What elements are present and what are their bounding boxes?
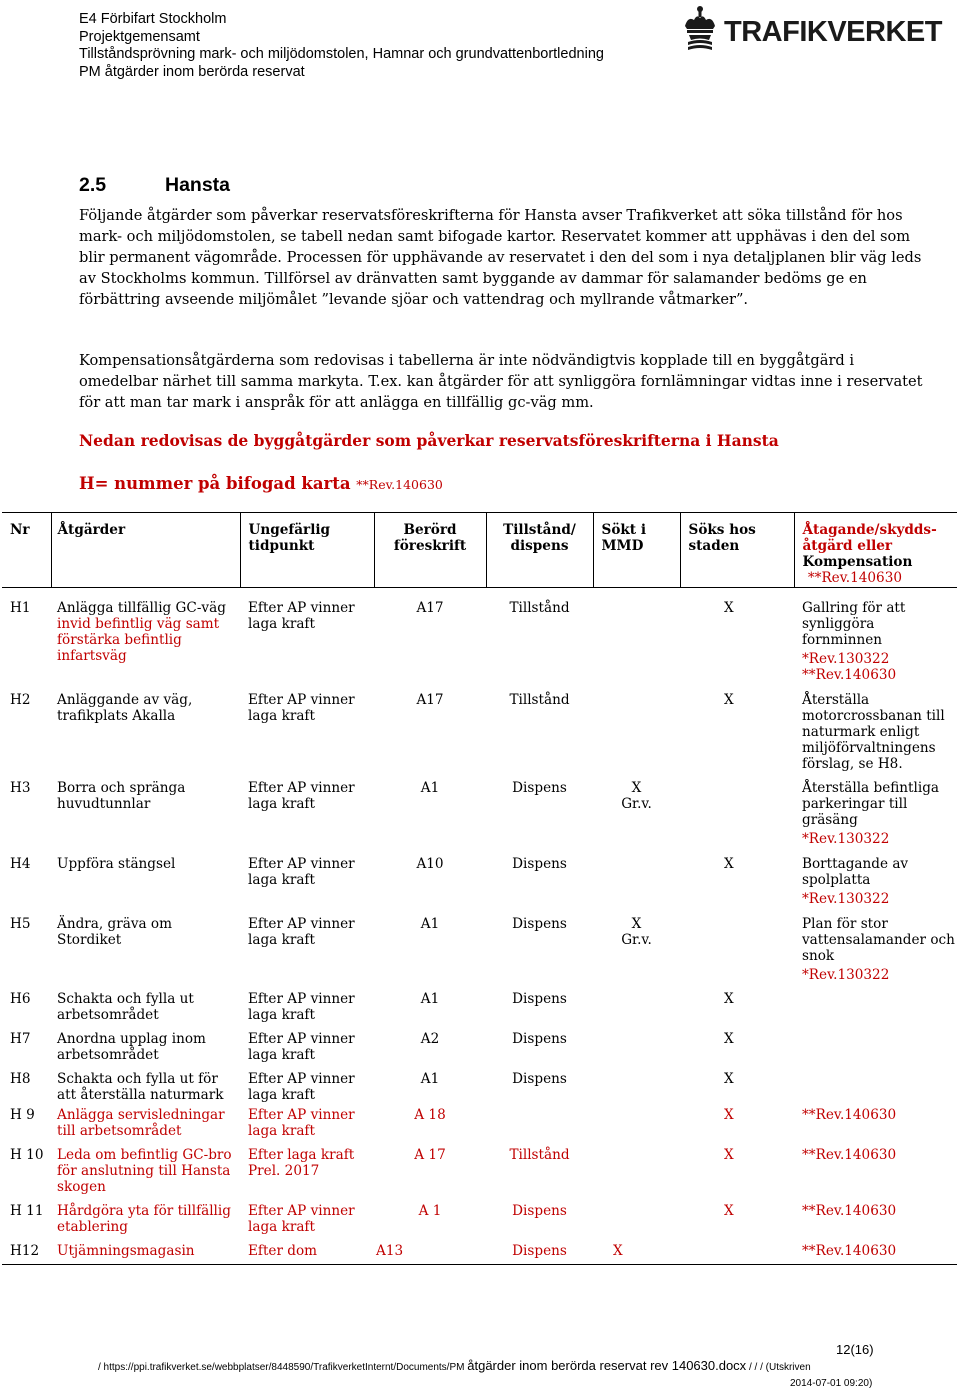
cell-tillstand: Dispens xyxy=(512,915,567,932)
cell-atagande xyxy=(794,1063,957,1103)
table-row xyxy=(2,684,957,772)
cell-tidpunkt: Efter AP vinner laga kraft xyxy=(248,779,355,812)
cell-tillstand: Dispens xyxy=(512,990,567,1007)
cell-atgard xyxy=(51,1023,240,1063)
cell-mmd xyxy=(593,908,680,983)
cell-nr: H3 xyxy=(10,779,31,796)
cell-mmd-mark: X xyxy=(631,779,642,796)
cell-foreskrift: A10 xyxy=(416,855,444,872)
cell-tidpunkt: Efter AP vinner laga kraft xyxy=(248,990,355,1023)
cell-foreskrift: A13 xyxy=(376,1242,404,1259)
map-number-rev: **Rev.140630 xyxy=(356,477,443,492)
cell-nr: H6 xyxy=(10,990,31,1007)
table-row xyxy=(2,908,957,983)
footer-path-file: åtgärder inom berörda reservat rev 140630.docx xyxy=(467,1358,747,1373)
cell-nr: H12 xyxy=(10,1242,40,1259)
table-row xyxy=(2,1023,957,1063)
cell-tidpunkt xyxy=(240,1199,374,1239)
cell-foreskrift: A1 xyxy=(420,990,440,1007)
cell-atagande xyxy=(794,772,957,848)
col-header-mmd: Sökt i MMD xyxy=(593,513,680,588)
cell-mmd xyxy=(593,684,680,772)
col-header-atagande xyxy=(794,513,957,588)
page-number: 12(16) xyxy=(836,1342,874,1357)
cell-atagande-rev: *Rev.130322 xyxy=(802,830,890,847)
section-number: 2.5 xyxy=(79,174,107,196)
table-row xyxy=(2,772,957,848)
cell-atgard xyxy=(51,772,240,848)
table-row xyxy=(2,1063,957,1103)
document-header xyxy=(79,11,604,81)
cell-tidpunkt-prel: Prel. 2017 xyxy=(248,1162,320,1179)
cell-atgard-main: Borra och spränga huvudtunnlar xyxy=(57,779,186,812)
cell-tillstand: Tillstånd xyxy=(509,691,570,708)
cell-atgard-main: Schakta och fylla ut för att återställa naturmark xyxy=(57,1070,224,1103)
cell-staden: X xyxy=(724,990,734,1007)
cell-tillstand: Dispens xyxy=(512,1242,567,1259)
cell-atagande-rev: *Rev.130322 xyxy=(802,890,890,907)
cell-atgard-main: Schakta och fylla ut arbetsområdet xyxy=(57,990,194,1023)
footer-path xyxy=(98,1358,811,1373)
cell-atgard: Leda om befintlig GC-bro för anslutning till Hansta skogen xyxy=(57,1146,232,1195)
cell-staden: X xyxy=(724,600,734,616)
cell-tillstand: Tillstånd xyxy=(509,600,570,616)
cell-staden: X xyxy=(724,1146,734,1163)
cell-atgard: Anlägga servisledningar till arbetsområdet xyxy=(57,1106,225,1139)
cell-mmd xyxy=(593,983,680,1023)
cell-foreskrift: A17 xyxy=(416,691,444,708)
col-header-tidpunkt: Ungefärlig tidpunkt xyxy=(240,513,374,588)
col-header-foreskrift: Berörd föreskrift xyxy=(374,513,486,588)
cell-mmd xyxy=(593,848,680,908)
cell-tillstand: Dispens xyxy=(512,1070,567,1087)
table-row-revision xyxy=(2,1239,957,1265)
cell-nr: H5 xyxy=(10,915,31,932)
cell-tillstand: Dispens xyxy=(512,855,567,872)
cell-atagande xyxy=(794,684,957,772)
header-subject: Tillståndsprövning mark- och miljödomstolen, Hamnar och grundvattenbortledning xyxy=(79,46,604,62)
header-subproject: Projektgemensamt xyxy=(79,28,200,45)
table-row-revision xyxy=(2,1103,957,1143)
col-header-nr: Nr xyxy=(10,522,30,538)
cell-atagande xyxy=(794,588,957,684)
cell-foreskrift: A2 xyxy=(420,1030,440,1047)
cell-atagande-rev: *Rev.130322 xyxy=(802,966,890,983)
logo-wordmark: TRAFIKVERKET xyxy=(724,16,942,48)
cell-foreskrift: A 18 xyxy=(414,1106,446,1123)
cell-atgard-main: Anlägga tillfällig GC-väg xyxy=(57,600,226,616)
cell-tidpunkt: Efter AP vinner laga kraft xyxy=(248,600,355,632)
cell-staden: X xyxy=(724,855,734,872)
cell-mmd xyxy=(593,1143,680,1199)
cell-nr: H 9 xyxy=(10,1106,35,1123)
section-heading xyxy=(79,174,230,197)
footer-date: 2014-07-01 09:20) xyxy=(790,1378,873,1389)
cell-foreskrift: A1 xyxy=(420,1070,440,1087)
cell-mmd-mark: X xyxy=(631,915,642,932)
cell-atgard xyxy=(51,848,240,908)
cell-atagande xyxy=(794,908,957,983)
cell-foreskrift: A1 xyxy=(420,915,440,932)
cell-tidpunkt: Efter AP vinner laga kraft xyxy=(248,691,355,724)
cell-atgard xyxy=(51,908,240,983)
footer-path-url: / https://ppi.trafikverket.se/webbplatser/8448590/TrafikverketInternt/Documents/PM xyxy=(98,1362,468,1373)
cell-atgard-red: invid befintlig väg samt förstärka befintlig infartsväg xyxy=(57,616,220,664)
cell-mmd-note: Gr.v. xyxy=(621,931,652,948)
cell-tillstand: Dispens xyxy=(512,1202,567,1219)
map-number-heading xyxy=(79,474,443,493)
cell-atgard-main: Anordna upplag inom arbetsområdet xyxy=(57,1030,206,1063)
cell-atgard-main: Ändra, gräva om Stordiket xyxy=(57,915,173,948)
col-header-tillstand: Tillstånd/ dispens xyxy=(486,513,593,588)
cell-mmd xyxy=(593,588,680,684)
cell-tillstand: Dispens xyxy=(512,1030,567,1047)
cell-staden: X xyxy=(724,691,734,708)
header-document: PM åtgärder inom berörda reservat xyxy=(79,63,305,80)
cell-foreskrift: A 17 xyxy=(414,1146,446,1163)
crown-emblem-icon xyxy=(680,4,720,54)
cell-mmd-note: Gr.v. xyxy=(621,795,652,812)
compensation-paragraph: Kompensationsåtgärderna som redovisas i tabellerna är inte nödvändigtvis kopplade till en byggåtgärd i omedelbar närhet till samma markyta. T.ex. kan åtgärder för att synliggöra fornlämningar vidtas inne i reservatet för att man tar mark i anspråk för att anlägga en tillfällig gc-väg mm. xyxy=(79,352,923,411)
table-row xyxy=(2,983,957,1023)
measures-table xyxy=(2,512,957,1265)
cell-atagande xyxy=(794,848,957,908)
cell-atgard xyxy=(51,1063,240,1103)
cell-tidpunkt-main: Efter laga kraft xyxy=(248,1146,355,1163)
cell-atgard-main: Uppföra stängsel xyxy=(57,855,176,872)
cell-mmd xyxy=(593,1063,680,1103)
cell-nr: H1 xyxy=(10,600,31,616)
cell-staden: X xyxy=(724,1106,734,1123)
col-header-kompensation: Kompensation xyxy=(802,554,913,570)
cell-atgard: Hårdgöra yta för tillfällig etablering xyxy=(57,1202,231,1235)
cell-tidpunkt: Efter AP vinner laga kraft xyxy=(248,1030,355,1063)
col-header-rev: **Rev.140630 xyxy=(807,570,902,586)
table-row xyxy=(2,848,957,908)
cell-tidpunkt xyxy=(240,1239,374,1265)
cell-atgard xyxy=(51,983,240,1023)
cell-tillstand: Tillstånd xyxy=(509,1146,570,1163)
cell-atagande-text: Återställa motorcrossbanan till naturmark enligt miljöförvaltningens förslag, se H8. xyxy=(802,691,945,772)
cell-atgard xyxy=(51,588,240,684)
cell-atagande-text: Plan för stor vattensalamander och snok xyxy=(802,915,955,964)
cell-tidpunkt: Efter AP vinner laga kraft xyxy=(248,915,355,948)
cell-foreskrift: A1 xyxy=(420,779,440,796)
cell-tidpunkt xyxy=(240,1143,374,1199)
cell-mmd xyxy=(593,772,680,848)
trafikverket-logo xyxy=(680,4,960,54)
table-header-row xyxy=(2,513,957,588)
cell-atagande-text: Borttagande av spolplatta xyxy=(802,855,909,888)
col-header-staden: Söks hos staden xyxy=(680,513,794,588)
cell-staden xyxy=(680,908,794,983)
table-row xyxy=(2,588,957,684)
col-header-atgarder: Åtgärder xyxy=(51,513,240,588)
cell-atagande-text: Återställa befintliga parkeringar till gräsäng xyxy=(802,779,940,828)
footer-path-tail: / / / (Utskriven xyxy=(746,1362,811,1373)
header-project: E4 Förbifart Stockholm xyxy=(79,11,227,27)
cell-staden: X xyxy=(724,1070,734,1087)
cell-tillstand xyxy=(486,1103,593,1143)
cell-mmd xyxy=(593,1199,680,1239)
cell-mmd xyxy=(593,1103,680,1143)
intro-paragraph: Följande åtgärder som påverkar reservatsföreskrifterna för Hansta avser Trafikverket att söka tillstånd för hos mark- och miljödomstolen, se tabell nedan samt bifogade kartor. Reservatet kommer att upphävas i den del som blir permanent vägområde. Processen för upphävande av reservatet i den del som i nya detaljplanen blir väg leds av Stockholms kommun. Tillförsel av dränvatten samt byggande av dammar för salamander bedöms ge en förbättring avseende miljömålet ”levande sjöar och vattendrag och myllrande våtmarker”. xyxy=(79,207,922,308)
cell-staden: X xyxy=(724,1202,734,1219)
cell-staden: X xyxy=(724,1030,734,1047)
cell-staden xyxy=(680,772,794,848)
cell-atagande-rev: **Rev.140630 xyxy=(802,1106,897,1123)
cell-tidpunkt: Efter AP vinner laga kraft xyxy=(248,855,355,888)
cell-nr: H4 xyxy=(10,855,31,872)
cell-atgard xyxy=(51,684,240,772)
cell-tidpunkt: Efter AP vinner laga kraft xyxy=(248,1070,355,1103)
map-number-text: H= nummer på bifogad karta xyxy=(79,474,351,493)
cell-mmd xyxy=(593,1023,680,1063)
cell-nr: H7 xyxy=(10,1030,31,1047)
cell-atagande-text: Gallring för att synliggöra fornminnen xyxy=(802,600,906,648)
table-row-revision xyxy=(2,1199,957,1239)
cell-foreskrift: A17 xyxy=(416,600,444,616)
cell-nr: H8 xyxy=(10,1070,31,1087)
cell-nr: H 11 xyxy=(10,1202,44,1219)
cell-atagande-rev: **Rev.140630 xyxy=(802,1202,897,1219)
cell-staden xyxy=(680,1239,794,1265)
cell-tillstand: Dispens xyxy=(512,779,567,796)
red-heading: Nedan redovisas de byggåtgärder som påverkar reservatsföreskrifterna i Hansta xyxy=(79,431,779,450)
table-row-revision xyxy=(2,1143,957,1199)
section-title: Hansta xyxy=(165,174,231,196)
cell-atgard-main: Anläggande av väg, trafikplats Akalla xyxy=(57,691,193,724)
cell-foreskrift: A 1 xyxy=(418,1202,442,1219)
cell-nr: H2 xyxy=(10,691,31,708)
cell-mmd: X xyxy=(613,1242,623,1259)
cell-atagande-rev: *Rev.130322 xyxy=(802,651,890,667)
cell-atagande-rev: **Rev.140630 xyxy=(802,1146,897,1163)
cell-atagande-rev: **Rev.140630 xyxy=(802,1242,897,1259)
cell-atagande xyxy=(794,983,957,1023)
cell-tidpunkt-main: Efter dom xyxy=(248,1242,318,1259)
cell-atagande xyxy=(794,1023,957,1063)
cell-atgard: Utjämningsmagasin xyxy=(57,1242,195,1259)
cell-tidpunkt xyxy=(240,1103,374,1143)
cell-atagande-rev2: **Rev.140630 xyxy=(802,667,897,683)
cell-nr: H 10 xyxy=(10,1146,44,1163)
cell-tidpunkt-main: Efter AP vinner laga kraft xyxy=(248,1202,355,1235)
col-header-atagande-text: Åtagande/skydds-åtgärd eller xyxy=(802,522,937,554)
cell-tidpunkt-main: Efter AP vinner laga kraft xyxy=(248,1106,355,1139)
